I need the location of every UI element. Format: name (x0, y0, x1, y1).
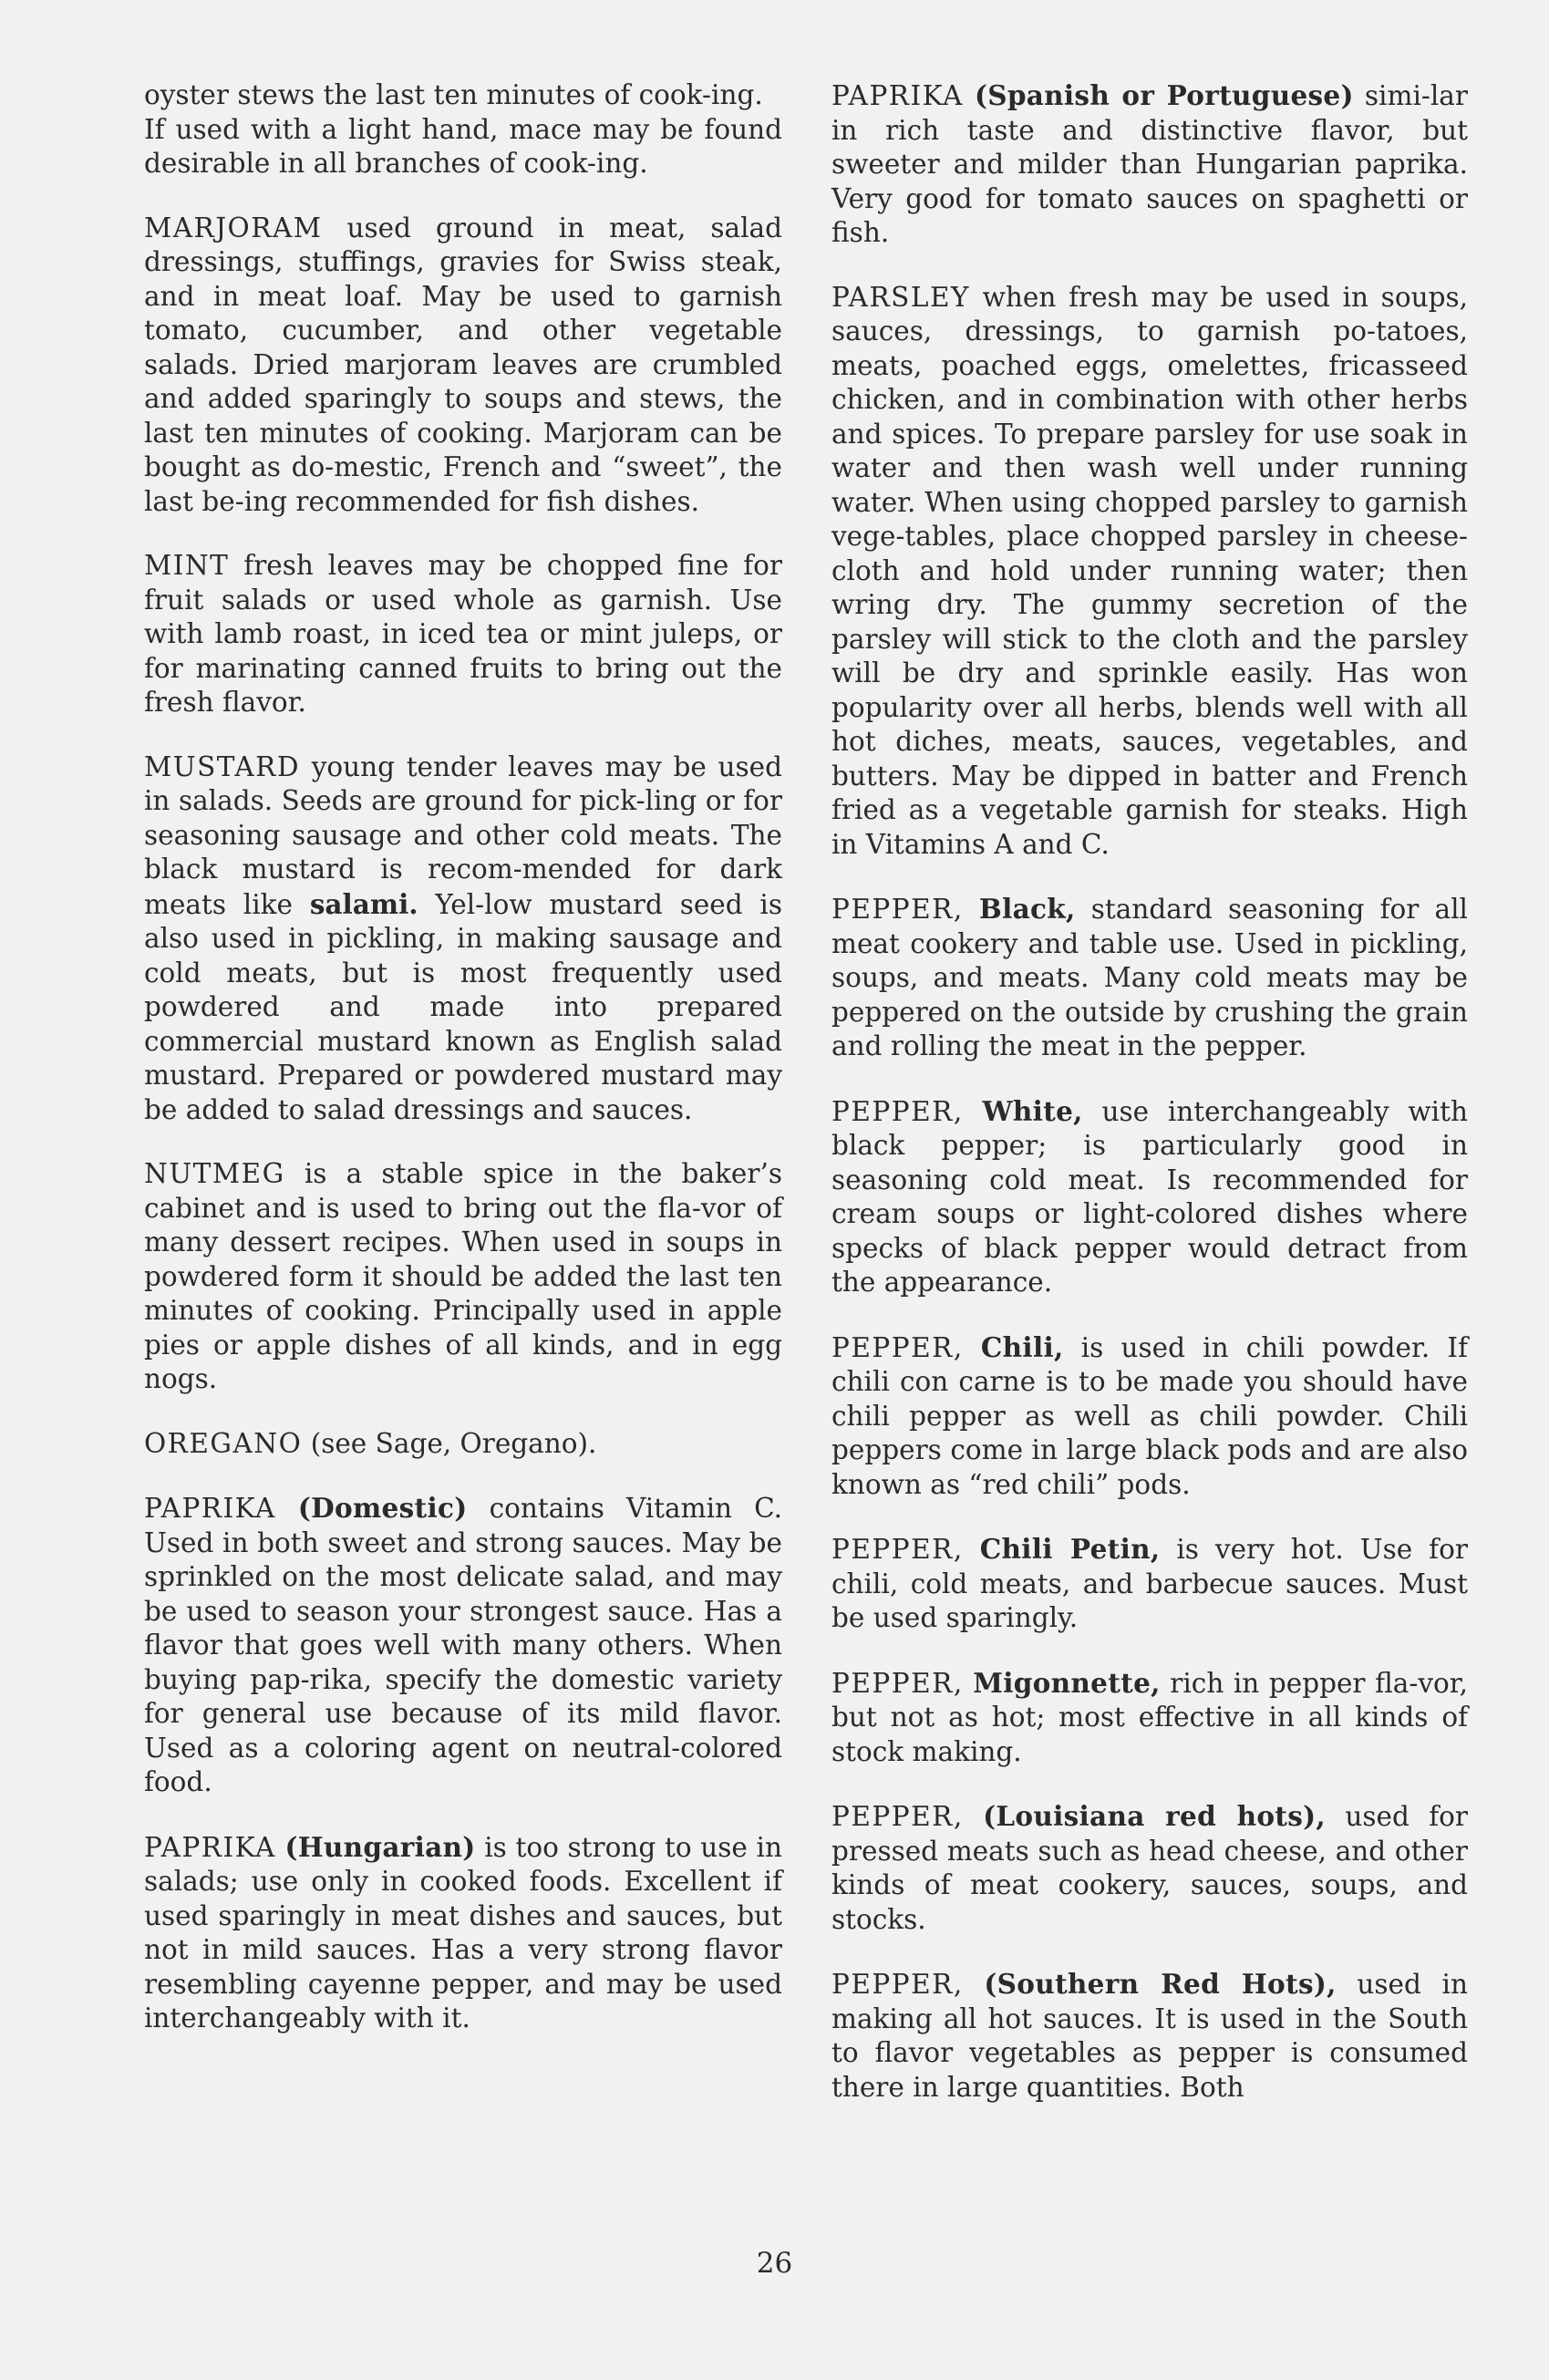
entry-paprika-spanish (831, 78, 1468, 251)
entry-heading: MARJORAM (144, 212, 323, 243)
entry-nutmeg (144, 1157, 782, 1397)
entry-paprika-domestic (144, 1491, 782, 1800)
entry-text: used ground in meat, salad dressings, stuffings, gravies for Swiss steak, and in meat loaf. May be used to garnish tomato, cucumber, and other vegetable salads. Dried marjoram leaves are crumbled and added sparingly to soups and stews, the last ten minutes of cooking. Marjoram can be bought as do-mestic, French and “sweet”, the last be-ing recommended for fish dishes. (144, 212, 782, 517)
entry-qualifier: (Southern Red Hots), (984, 1968, 1337, 2000)
entry-text: is very hot. Use for chili, cold meats, and barbecue sauces. Must be used sparingly. (831, 1534, 1468, 1633)
entry-pepper-white (831, 1094, 1468, 1300)
entry-pepper-migonnette (831, 1666, 1468, 1770)
entry-text: fresh leaves may be chopped fine for fruit salads or used whole as garnish. Use with lamb roast, in iced tea or mint juleps, or for marinating canned fruits to bring out the fresh flavor. (144, 550, 782, 718)
entry-qualifier: (Louisiana red hots), (983, 1800, 1326, 1832)
entry-pepper-black (831, 892, 1468, 1064)
entry-paprika-hungarian (144, 1830, 782, 2036)
entry-text: when fresh may be used in soups, sauces, dressings, to garnish po-tatoes, meats, poached eggs, omelettes, fricasseed chicken, and in combination with other herbs and spices. To prepare parsley for use soak in water and then wash well under running water. When using chopped parsley to garnish vege-tables, place chopped parsley in cheese-cloth and hold under running water; then wring dry. The gummy secretion of the parsley will stick to the cloth and the parsley will be dry and sprinkle easily. Has won popularity over all herbs, blends well with all hot diches, meats, sauces, vegetables, and butters. May be dipped in batter and French fried as a vegetable garnish for steaks. High in Vitamins A and C. (831, 281, 1468, 860)
entry-heading: PAPRIKA (144, 1493, 276, 1524)
entry-heading: PEPPER, (831, 1095, 964, 1127)
entry-text: young tender leaves may be used in salads. Seeds are ground for pick-ling or for seasoning sausage and other cold meats. The black mustard is recom-mended for dark meats like (144, 750, 782, 920)
left-column (144, 78, 782, 2066)
entry-qualifier: Migonnette, (973, 1666, 1161, 1699)
paragraph-mace-light-hand: If used with a light hand, mace may be found desirable in all branches of cook-ing. (144, 113, 782, 179)
entry-heading: PEPPER, (831, 1801, 964, 1832)
entry-pepper-chili (831, 1330, 1468, 1503)
entry-text: Yel-low mustard seed is also used in pickling, in making sausage and cold meats, but is most frequently used powdered and made into prepared commercial mustard known as English salad mustard. Prepared or powdered mustard may be added to salad dressings and sauces. (144, 888, 782, 1125)
entry-text: simi-lar in rich taste and distinctive flavor, but sweeter and milder than Hungarian paprika. Very good for tomato sauces on spaghetti or fish. (831, 80, 1468, 248)
entry-text: is used in chili powder. If chili con carne is to be made you should have chili pepper as well as chili powder. Chili peppers come in large black pods and are also known as “red chili” pods. (831, 1331, 1468, 1500)
entry-pepper-louisiana (831, 1799, 1468, 1937)
entry-text: used in making all hot sauces. It is used in the South to flavor vegetables as pepper is consumed there in large quantities. Both (831, 1969, 1468, 2103)
entry-heading: PARSLEY (831, 281, 970, 313)
right-column (831, 78, 1468, 2105)
entry-qualifier: (Hungarian) (284, 1830, 476, 1863)
entry-mint (144, 549, 782, 720)
page-number: 26 (756, 2247, 793, 2280)
entry-qualifier: Black, (978, 893, 1076, 925)
paragraph-mace-continued: oyster stews the last ten minutes of cook-ing. (144, 79, 763, 110)
entry-heading: PEPPER, (831, 1969, 964, 2000)
entry-pepper-chili-petin (831, 1532, 1468, 1636)
entry-qualifier: White, (982, 1094, 1083, 1127)
entry-heading: OREGANO (144, 1427, 303, 1459)
entry-qualifier: (Domestic) (297, 1492, 468, 1524)
entry-text: (see Sage, Oregano). (310, 1427, 597, 1459)
entry-mustard (144, 750, 782, 1128)
entry-text: is a stable spice in the baker’s cabinet and is used to bring out the fla-vor of many dessert recipes. When used in soups in powdered form it should be added the last ten minutes of cooking. Principally used in apple pies or apple dishes of all kinds, and in egg nogs. (144, 1158, 782, 1394)
entry-text: used for pressed meats such as head cheese, and other kinds of meat cookery, sauces, soups, and stocks. (831, 1801, 1468, 1935)
entry-text: contains Vitamin C. Used in both sweet and strong sauces. May be sprinkled on the most delicate salad, and may be used to season your strongest sauce. Has a flavor that goes well with many others. When buying pap-rika, specify the domestic variety for general use because of its mild flavor. Used as a coloring agent on neutral-colored food. (144, 1493, 782, 1797)
entry-text: rich in pepper fla-vor, but not as hot; most effective in all kinds of stock making. (831, 1667, 1468, 1767)
entry-heading: PEPPER, (831, 1534, 964, 1565)
entry-oregano (144, 1427, 782, 1462)
entry-qualifier: (Spanish or Portuguese) (974, 79, 1354, 111)
entry-text: standard seasoning for all meat cookery and table use. Used in pickling, soups, and meats. Many cold meats may be peppered on the outside by crushing the grain and rolling the meat in the pepper. (831, 894, 1468, 1061)
entry-text: use interchangeably with black pepper; is particularly good in seasoning cold meat. Is recommended for cream soups or light-colored dishes where specks of black pepper would detract from the appearance. (831, 1095, 1468, 1298)
entry-bold-word: salami. (309, 887, 418, 920)
entry-pepper-southern (831, 1967, 1468, 2105)
entry-heading: PEPPER, (831, 1667, 964, 1699)
entry-heading: PEPPER, (831, 894, 964, 925)
entry-qualifier: Chili, (980, 1330, 1064, 1363)
entry-qualifier: Chili Petin, (979, 1533, 1161, 1565)
entry-marjoram (144, 212, 782, 520)
entry-heading: MUSTARD (144, 750, 301, 782)
entry-heading: NUTMEG (144, 1158, 285, 1189)
entry-heading: PAPRIKA (831, 80, 964, 111)
entry-heading: PAPRIKA (144, 1831, 276, 1863)
entry-parsley (831, 281, 1468, 863)
entry-heading: PEPPER, (831, 1331, 964, 1363)
entry-text: is too strong to use in salads; use only in cooked foods. Excellent if used sparingly in meat dishes and sauces, but not in mild sauces. Has a very strong flavor resembling cayenne pepper, and may be used interchangeably with it. (144, 1831, 782, 2033)
entry-heading: MINT (144, 550, 230, 581)
